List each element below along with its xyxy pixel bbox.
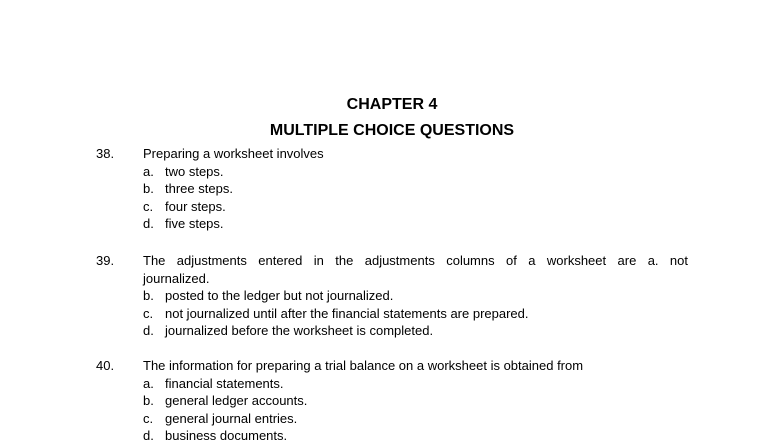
option-text: five steps. bbox=[165, 216, 224, 232]
option-letter: c. bbox=[143, 305, 154, 321]
answer-option-c bbox=[143, 305, 688, 323]
question-stem-line-1: The adjustments entered in the adjustments columns of a worksheet are a. not bbox=[143, 253, 688, 268]
question-number: 40. bbox=[96, 358, 115, 373]
option-text: not journalized until after the financial statements are prepared. bbox=[165, 305, 529, 321]
answer-option-b bbox=[143, 287, 688, 305]
question-number: 39. bbox=[96, 253, 115, 268]
answer-option-d bbox=[143, 427, 688, 445]
option-letter: b. bbox=[143, 181, 154, 197]
answer-option-a bbox=[143, 375, 688, 393]
option-letter: c. bbox=[143, 410, 154, 426]
question-39 bbox=[96, 252, 688, 340]
answer-option-d bbox=[143, 215, 688, 233]
chapter-title: CHAPTER 4 bbox=[346, 96, 438, 113]
option-text: general ledger accounts. bbox=[165, 393, 308, 409]
option-text: three steps. bbox=[165, 181, 233, 197]
answer-option-a bbox=[143, 163, 688, 181]
option-text: financial statements. bbox=[165, 375, 284, 391]
option-text: general journal entries. bbox=[165, 410, 298, 426]
option-letter: d. bbox=[143, 428, 154, 444]
option-letter: a. bbox=[143, 375, 154, 391]
answer-option-b bbox=[143, 180, 688, 198]
question-stem: The information for preparing a trial balance on a worksheet is obtained from bbox=[143, 358, 584, 373]
section-title: MULTIPLE CHOICE QUESTIONS bbox=[269, 122, 515, 139]
question-stem-line-2: journalized. bbox=[143, 270, 210, 286]
option-letter: d. bbox=[143, 323, 154, 339]
question-40 bbox=[96, 357, 688, 445]
question-number: 38. bbox=[96, 146, 115, 161]
answer-option-c bbox=[143, 410, 688, 428]
option-text: two steps. bbox=[165, 163, 224, 179]
question-38 bbox=[96, 145, 688, 233]
option-text: business documents. bbox=[165, 428, 288, 444]
option-letter: d. bbox=[143, 216, 154, 232]
answer-option-d bbox=[143, 322, 688, 340]
option-letter: c. bbox=[143, 198, 154, 214]
option-text: four steps. bbox=[165, 198, 226, 214]
answer-option-b bbox=[143, 392, 688, 410]
option-letter: a. bbox=[143, 163, 154, 179]
answer-option-c bbox=[143, 198, 688, 216]
question-stem: Preparing a worksheet involves bbox=[143, 146, 324, 161]
option-letter: b. bbox=[143, 288, 154, 304]
option-text: posted to the ledger but not journalized. bbox=[165, 288, 394, 304]
option-letter: b. bbox=[143, 393, 154, 409]
option-text: journalized before the worksheet is completed. bbox=[165, 323, 434, 339]
